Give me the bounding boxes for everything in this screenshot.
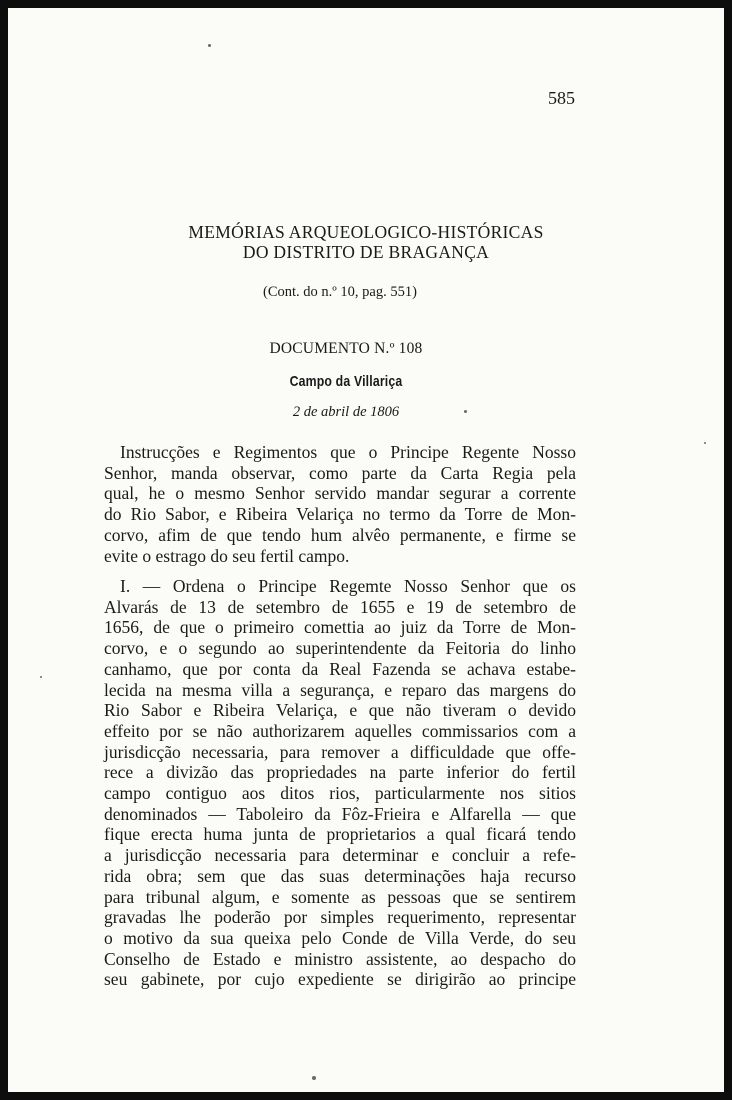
text-line: a jurisdicção necessaria para determinar e concluir a refe-: [104, 845, 576, 866]
text-line: fique erecta huma junta de proprietarios a qual ficará tendo: [104, 824, 576, 845]
text-line: gravadas lhe poderão por simples requerimento, representar: [104, 907, 576, 928]
text-line: do Rio Sabor, e Ribeira Velariça no termo da Torre de Mon-: [104, 504, 576, 525]
scan-speck: [312, 1076, 316, 1080]
continuation-note: (Cont. do n.º 10, pag. 551): [263, 284, 417, 300]
text-line: rida obra; sem que das suas determinações haja recurso: [104, 865, 576, 886]
paragraph-introduction: [104, 442, 576, 566]
document-place: Campo da Villariça: [289, 373, 403, 390]
text-line: canhamo, que por conta da Real Fazenda se achava estabe-: [104, 658, 576, 679]
page-number: 585: [548, 88, 575, 108]
text-line: Senhor, manda observar, como parte da Carta Regia pela: [104, 462, 576, 483]
scan-speck: [704, 442, 706, 444]
text-line: Conselho de Estado e ministro assistente, ao despacho do: [104, 948, 576, 969]
text-line: rece a divizão das propriedades na parte inferior do fertil: [104, 762, 576, 783]
scan-speck: [208, 44, 211, 47]
text-line: Rio Sabor e Ribeira Velariça, e que não tiveram o devido: [104, 700, 576, 721]
text-line: o motivo da sua queixa pelo Conde de Villa Verde, do seu: [104, 927, 576, 948]
text-line: jurisdicção necessaria, para remover a difficuldade que offe-: [104, 741, 576, 762]
title-line-2: DO DISTRITO DE BRAGANÇA: [242, 242, 490, 262]
scan-speck: [464, 410, 467, 413]
title-line-1: MEMÓRIAS ARQUEOLOGICO-HISTÓRICAS: [188, 222, 544, 242]
text-line: corvo, e o segundo ao superintendente da Feitoria do linho: [104, 638, 576, 659]
text-line: lecida na mesma villa a segurança, e reparo das margens do: [104, 679, 576, 700]
text-line: Alvarás de 13 de setembro de 1655 e 19 de setembro de: [104, 596, 576, 617]
text-line: seu gabinete, por cujo expediente se dirigirão ao principe: [104, 969, 576, 990]
text-line: campo contiguo aos ditos rios, particularmente nos sitios: [104, 783, 576, 804]
text-line: effeito por se não authorizarem aquelles commissarios com a: [104, 720, 576, 741]
text-line: qual, he o mesmo Senhor servido mandar segurar a corrente: [104, 483, 576, 504]
text-line: Instrucções e Regimentos que o Principe Regente Nosso: [120, 442, 576, 462]
scan-speck: [40, 676, 42, 678]
text-line: I. — Ordena o Principe Regemte Nosso Senhor que os: [120, 576, 576, 596]
text-line: corvo, afim de que tendo hum alvêo permanente, e firme se: [104, 524, 576, 545]
article-title: [0, 222, 732, 262]
document-date: 2 de abril de 1806: [292, 404, 400, 420]
paragraph-article-1: [104, 576, 576, 990]
text-line: para tribunal algum, e somente as pessoas que se sentirem: [104, 886, 576, 907]
text-line: denominados — Taboleiro da Fôz-Frieira e Alfarella — que: [104, 803, 576, 824]
text-line: evite o estrago do seu fertil campo.: [104, 545, 350, 566]
text-line: 1656, de que o primeiro comettia ao juiz da Torre de Mon-: [104, 617, 576, 638]
document-number: DOCUMENTO N.º 108: [269, 340, 423, 357]
